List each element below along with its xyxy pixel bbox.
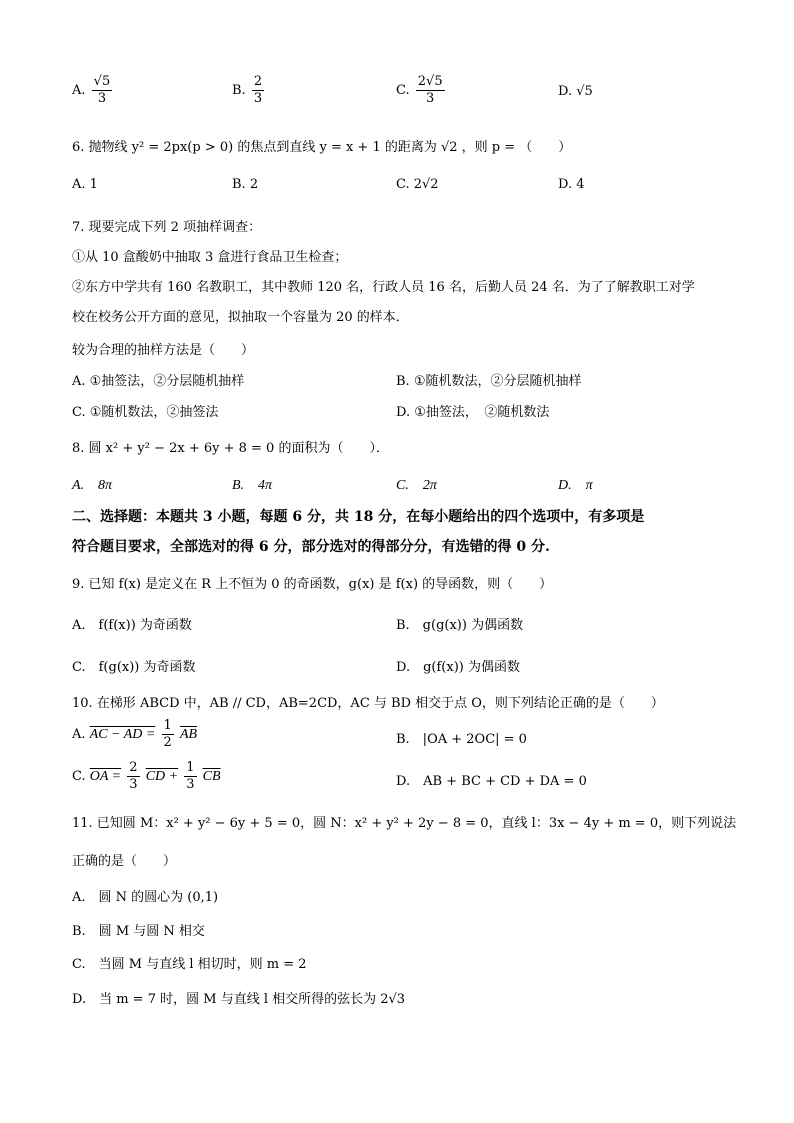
q7-option-a: A. ①抽签法，②分层随机抽样: [72, 374, 245, 389]
q7-item-1: ①从 10 盒酸奶中抽取 3 盒进行食品卫生检查；: [72, 250, 348, 265]
q8-stem: 8. 圆 x² + y² − 2x + 6y + 8 = 0 的面积为（ ）．: [72, 441, 389, 456]
fraction: $\frac{1}{2}$: [163, 718, 172, 750]
q9-option-c: C. f(g(x)) 为奇函数: [72, 660, 196, 675]
q6-stem: 6. 抛物线 y² = 2px(p > 0) 的焦点到直线 y = x + 1 的距离为 √2 ，则 p = （ ）: [72, 140, 572, 155]
q10-option-c: C. OA = $\frac{2}{3}$ CD + $\frac{1}{3}$ $\overline{CB}$: [72, 760, 221, 792]
q5-option-a: A. $\frac{√5}{3}$: [72, 74, 111, 106]
q7-option-c: C. ①随机数法，②抽签法: [72, 405, 219, 420]
fraction: $\frac{2}{3}$: [129, 760, 138, 792]
fraction: $\frac{2√5}{3}$: [417, 74, 443, 106]
section-2-heading-line-2: 符合题目要求，全部选对的得 6 分，部分选对的得部分分，有选错的得 0 分.: [72, 539, 550, 555]
q10-option-a: A. AC − AD = $\frac{1}{2}$ $\overline{AB}$: [72, 718, 198, 750]
q10-option-d: D. AB + BC + CD + DA = 0: [396, 774, 587, 789]
q6-option-b: B. 2: [232, 177, 259, 192]
q5-option-b: B. $\frac{2}{3}$: [232, 74, 263, 106]
q8-option-d: D. π: [558, 478, 593, 493]
q7-item-2-line-2: 校在校务公开方面的意见，拟抽取一个容量为 20 的样本．: [72, 310, 409, 325]
q9-option-d: D. g(f(x)) 为偶函数: [396, 660, 520, 675]
fraction: $\frac{2}{3}$: [253, 74, 263, 106]
section-2-heading-line-1: 二、选择题：本题共 3 小题，每题 6 分，共 18 分，在每小题给出的四个选项中，有多项是: [72, 509, 645, 525]
q8-option-a: A. 8π: [72, 478, 113, 493]
q9-option-a: A. f(f(x)) 为奇函数: [72, 618, 192, 633]
q7-option-b: B. ①随机数法，②分层随机抽样: [396, 374, 582, 389]
q11-option-b: B. 圆 M 与圆 N 相交: [72, 924, 205, 939]
q11-stem-line-1: 11. 已知圆 M：x² + y² − 6y + 5 = 0，圆 N：x² + y² + 2y − 8 = 0，直线 l：3x − 4y + m = 0，则下列说法: [72, 816, 737, 831]
q11-option-d: D. 当 m = 7 时，圆 M 与直线 l 相交所得的弦长为 2√3: [72, 992, 406, 1007]
q11-option-a: A. 圆 N 的圆心为 (0,1): [72, 890, 219, 905]
fraction: $\frac{1}{3}$: [186, 760, 195, 792]
q8-option-c: C. 2π: [396, 478, 437, 493]
fraction: $\frac{√5}{3}$: [93, 74, 111, 106]
q7-stem: 7. 现要完成下列 2 项抽样调查：: [72, 220, 262, 235]
q7-option-d: D. ①抽签法， ②随机数法: [396, 405, 550, 420]
q11-stem-line-2: 正确的是（ ）: [72, 854, 177, 869]
q8-option-b: B. 4π: [232, 478, 273, 493]
q5-option-c: C. $\frac{2√5}{3}$: [396, 74, 443, 106]
q5-option-d: D. √5: [558, 84, 593, 99]
q6-option-c: C. 2√2: [396, 177, 439, 192]
q10-option-b: B. |OA + 2OC| = 0: [396, 732, 527, 747]
q11-option-c: C. 当圆 M 与直线 l 相切时，则 m = 2: [72, 957, 307, 972]
q7-prompt: 较为合理的抽样方法是（ ）: [72, 343, 255, 358]
q10-stem: 10. 在梯形 ABCD 中，AB // CD，AB=2CD，AC 与 BD 相交于点 O，则下列结论正确的是（ ）: [72, 696, 664, 711]
q6-option-d: D. 4: [558, 177, 585, 192]
q9-option-b: B. g(g(x)) 为偶函数: [396, 618, 524, 633]
q7-item-2-line-1: ②东方中学共有 160 名教职工，其中教师 120 名，行政人员 16 名，后勤人员 24 名．为了了解教职工对学: [72, 280, 695, 295]
q6-option-a: A. 1: [72, 177, 98, 192]
q9-stem: 9. 已知 f(x) 是定义在 R 上不恒为 0 的奇函数，g(x) 是 f(x) 的导函数，则（ ）: [72, 577, 553, 592]
